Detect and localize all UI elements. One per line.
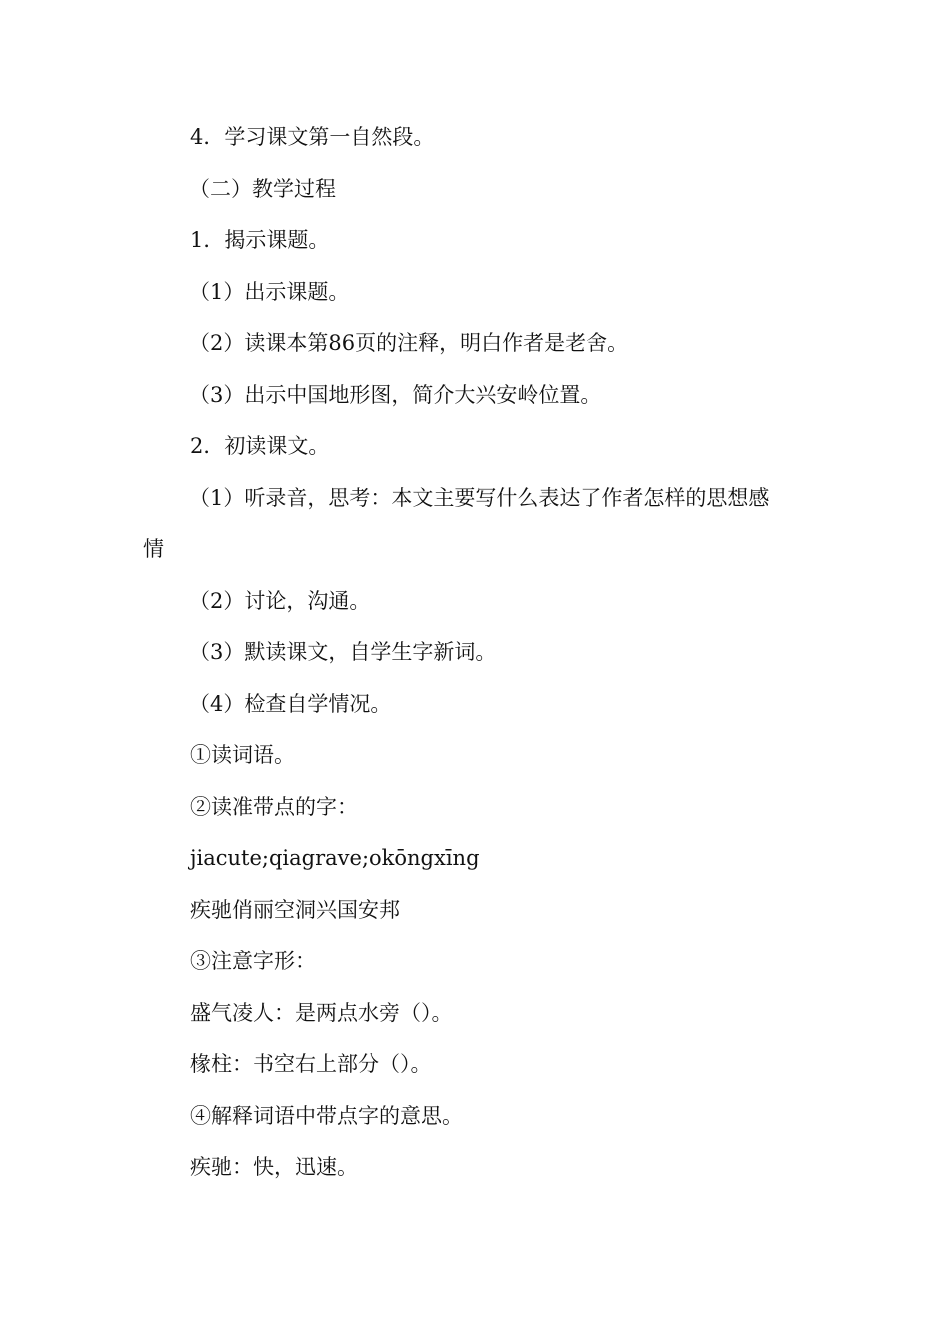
substep-3-line: （3）出示中国地形图，简介大兴安岭位置。 (189, 382, 602, 407)
document-body (143, 112, 813, 1194)
listen-question-line: （1）听录音，思考：本文主要写什么表达了作者怎样的思想感 (189, 485, 770, 510)
section-heading-teaching-process: （二）教学过程 (189, 176, 336, 201)
listen-question-continuation: 情 (143, 537, 164, 561)
substep-2-line: （2）读课本第86页的注释，明白作者是老舍。 (189, 331, 629, 355)
step-4-line: 4．学习课文第一自然段。 (190, 125, 435, 149)
vocabulary-line: 疾驰俏丽空洞兴国安邦 (190, 897, 400, 922)
pinyin-line: jiacute;qiagrave;okōngxīng (190, 846, 480, 870)
self-study-check-line: （4）检查自学情况。 (189, 691, 392, 716)
chuanzhu-line: 椽柱：书空右上部分（）。 (190, 1052, 432, 1076)
read-words-line: ①读词语。 (190, 743, 295, 767)
explain-words-line: ④解释词语中带点字的意思。 (190, 1103, 463, 1128)
jichi-definition-line: 疾驰：快，迅速。 (190, 1155, 358, 1179)
discussion-line: （2）讨论，沟通。 (189, 588, 371, 613)
shengqi-lingren-line: 盛气凌人：是两点水旁（）。 (190, 1000, 453, 1025)
substep-1-line: （1）出示课题。 (189, 279, 350, 304)
step-2-line: 2．初读课文。 (190, 434, 330, 458)
silent-reading-line: （3）默读课文，自学生字新词。 (189, 640, 497, 664)
glyph-form-line: ③注意字形： (190, 949, 316, 973)
read-dotted-chars-line: ②读准带点的字： (190, 794, 358, 819)
step-1-line: 1．揭示课题。 (190, 228, 330, 252)
